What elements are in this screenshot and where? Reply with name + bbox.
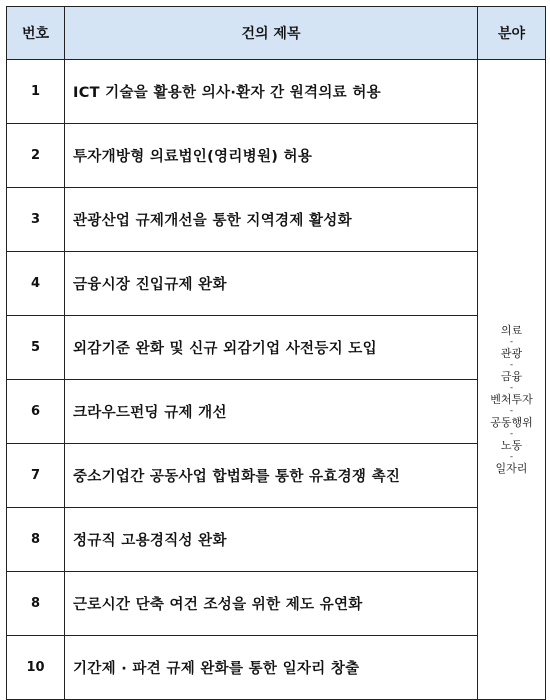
row-number: 8 [7, 572, 65, 636]
field-item-jobs: 일자리 [495, 462, 528, 475]
row-title: 크라우드펀딩 규제 개선 [65, 380, 478, 444]
field-item-venture: 벤처투자 [490, 393, 533, 406]
table-row [7, 572, 546, 636]
row-title: 근로시간 단축 여건 조성을 위한 제도 유연화 [65, 572, 478, 636]
row-title: 정규직 고용경직성 완화 [65, 508, 478, 572]
row-title: 기간제 · 파견 규제 완화를 통한 일자리 창출 [65, 636, 478, 700]
table-row [7, 60, 546, 124]
table-row [7, 316, 546, 380]
row-number: 1 [7, 60, 65, 124]
field-item-labor: 노동 [500, 439, 523, 452]
row-title: 투자개방형 의료법인(영리병원) 허용 [65, 124, 478, 188]
field-item-tourism: 관광 [500, 347, 523, 360]
row-number: 2 [7, 124, 65, 188]
header-row [7, 7, 546, 60]
field-item-medical: 의료 [500, 324, 523, 337]
field-cell [478, 60, 546, 700]
agenda-table [6, 6, 546, 700]
field-separator: - [509, 360, 514, 370]
row-title: 금융시장 진입규제 완화 [65, 252, 478, 316]
header-number: 번호 [7, 7, 65, 60]
table-row [7, 124, 546, 188]
field-separator: - [509, 406, 514, 416]
field-item-joint-action: 공동행위 [490, 416, 533, 429]
row-number: 5 [7, 316, 65, 380]
row-number: 3 [7, 188, 65, 252]
row-number: 7 [7, 444, 65, 508]
field-separator: - [509, 429, 514, 439]
table-row [7, 380, 546, 444]
table-row [7, 508, 546, 572]
row-title: ICT 기술을 활용한 의사·환자 간 원격의료 허용 [65, 60, 478, 124]
table-row [7, 636, 546, 700]
table-row [7, 444, 546, 508]
field-separator: - [509, 452, 514, 462]
header-field: 분야 [478, 7, 546, 60]
row-number: 8 [7, 508, 65, 572]
row-title: 중소기업간 공동사업 합법화를 통한 유효경쟁 촉진 [65, 444, 478, 508]
field-item-finance: 금융 [500, 370, 523, 383]
row-number: 4 [7, 252, 65, 316]
header-title: 건의 제목 [65, 7, 478, 60]
row-title: 외감기준 완화 및 신규 외감기업 사전등지 도입 [65, 316, 478, 380]
field-separator: - [509, 383, 514, 393]
row-number: 10 [7, 636, 65, 700]
row-number: 6 [7, 380, 65, 444]
field-separator: - [509, 337, 514, 347]
table-row [7, 188, 546, 252]
row-title: 관광산업 규제개선을 통한 지역경제 활성화 [65, 188, 478, 252]
field-list [479, 323, 544, 476]
table-row [7, 252, 546, 316]
